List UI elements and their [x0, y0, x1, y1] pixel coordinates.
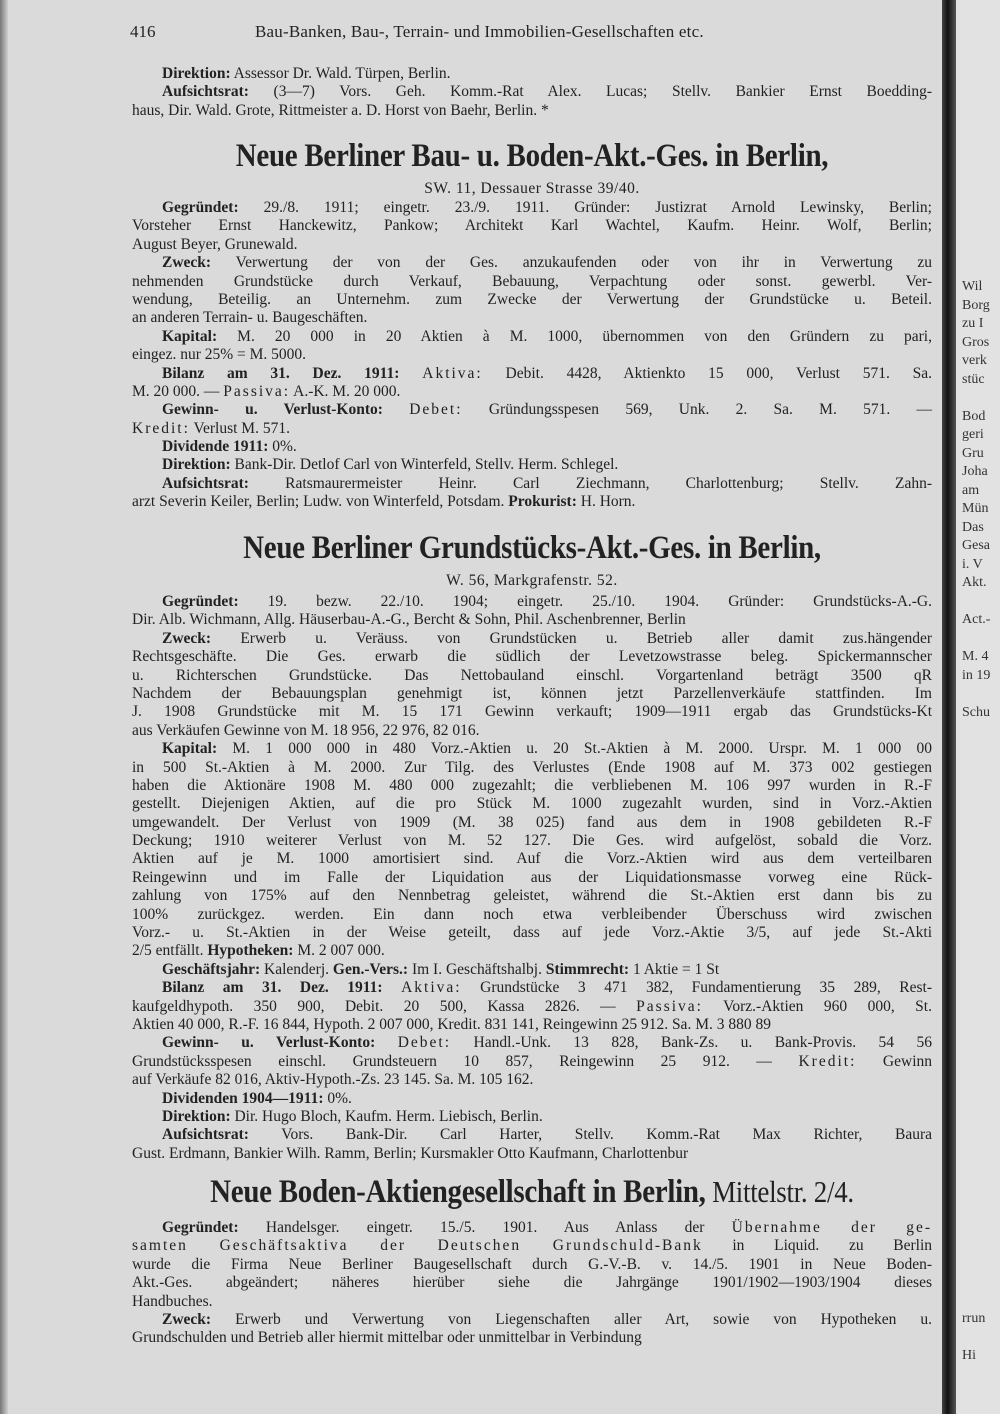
company-name: Neue Berliner Bau- u. Boden-Akt.-Ges. in Berlin,: [235, 138, 829, 174]
text-line: [132, 1311, 932, 1329]
text-line: [132, 1219, 932, 1237]
text-run: Akt.-Ges. abgeändert; näheres hierüber siehe die Jahrgänge 1901/1902—1903/1904 dieses: [132, 1274, 932, 1292]
text-line: [132, 475, 932, 493]
field-label: Dividenden 1904—1911:: [162, 1089, 324, 1107]
field-label: Gegründet:: [162, 199, 239, 216]
text-run: Vorz.- u. St.-Aktien in der Weise geteilt, dass auf jede Vorz.-Aktie 3/5, auf jede St.-Akti: [132, 924, 932, 942]
spaced-label: Passiva:: [223, 382, 291, 400]
text-run: Vorsteher Ernst Hanckewitz, Pankow; Architekt Karl Wachtel, Kaufm. Heinr. Wolf, Berlin;: [132, 217, 932, 235]
facing-page-line: in 19: [962, 667, 991, 683]
facing-page-line: verk: [962, 353, 987, 368]
text-line: [132, 1256, 932, 1274]
text-run: umgewandelt. Der Verlust von 1909 (M. 38 025) fand aus dem in 1908 gebildeten R.-F: [132, 813, 932, 831]
text-run: Vorz.-Aktien 960 000, St.: [702, 997, 932, 1015]
field-label: Gen.-Vers.:: [332, 960, 409, 978]
text-line: [132, 850, 932, 868]
facing-page-line: rrun: [962, 1311, 986, 1326]
company-name: Neue Berliner Grundstücks-Akt.-Ges. in Berlin,: [243, 530, 821, 566]
text-run: A.-K. M. 20 000.: [290, 382, 401, 400]
spaced-label: Übernahme der ge-: [731, 1219, 932, 1236]
facing-page-line: zu I: [962, 316, 984, 331]
text-line: [132, 438, 932, 456]
field-label: Kapital:: [162, 740, 218, 758]
text-line: [132, 102, 932, 120]
field-label: Zweck:: [162, 1310, 212, 1328]
facing-page-line: Joha: [962, 464, 988, 479]
spaced-label: Kredit:: [798, 1052, 857, 1070]
text-line: [132, 887, 932, 905]
text-line: [132, 593, 932, 611]
spaced-label: Kredit:: [132, 419, 190, 437]
text-line: [132, 1016, 932, 1034]
text-run: auf Verkäufe 82 016, Aktiv-Hypoth.-Zs. 23 145. Sa. M. 105 162.: [132, 1071, 534, 1089]
text-run: haus, Dir. Wald. Grote, Rittmeister a. D. Horst von Baehr, Berlin. *: [132, 101, 549, 119]
company-title: [132, 530, 932, 567]
company-title: [132, 138, 932, 175]
facing-page-line: Wil: [962, 279, 983, 294]
facing-page-line: Act.-: [962, 612, 991, 627]
text-run: Handl.-Unk. 13 828, Bank-Zs. u. Bank-Provis. 54 56: [451, 1034, 932, 1052]
field-label: Dividende 1911:: [162, 438, 269, 456]
text-line: [132, 924, 932, 942]
text-line: [132, 1090, 932, 1108]
spaced-label: Debet:: [397, 1034, 452, 1052]
spaced-label: Passiva:: [636, 997, 703, 1015]
text-run: M. 20 000. —: [132, 382, 224, 400]
text-run: Assessor Dr. Wald. Türpen, Berlin.: [230, 65, 451, 82]
text-run: [399, 365, 422, 382]
spaced-label: Debet:: [409, 401, 463, 419]
text-run: in Liquid. zu Berlin: [702, 1237, 933, 1255]
field-label: Direktion:: [162, 456, 231, 474]
company-address: W. 56, Markgrafenstr. 52.: [446, 572, 618, 589]
field-label: Gegründet:: [162, 593, 239, 610]
text-run: Kalenderj.: [260, 960, 333, 978]
text-line: [132, 961, 932, 979]
running-head: Bau-Banken, Bau-, Terrain- und Immobilien-Gesellschaften etc.: [255, 22, 704, 41]
text-line: [132, 1293, 932, 1311]
text-line: [132, 979, 932, 997]
text-line: [132, 365, 932, 383]
text-line: [132, 795, 932, 813]
text-run: Verwertung der von der Ges. anzukaufenden oder von ihr in Verwertung zu: [211, 254, 932, 272]
text-line: [132, 328, 932, 346]
facing-page-line: [962, 630, 990, 649]
text-line: [132, 217, 932, 235]
company-entry-bau-boden: [132, 199, 932, 512]
spaced-label: samten Geschäftsaktiva der Deutschen Grundschuld-Bank: [132, 1237, 703, 1255]
text-run: [383, 401, 409, 418]
text-run: 100% zurückgez. werden. Ein dann noch etwa verbleibender Überschuss wird zwischen: [132, 905, 932, 923]
facing-page-line: [962, 1329, 985, 1348]
text-run: Deckung; 1910 weiterer Verlust von M. 52 127. Die Ges. wird aufgelöst, sobald die Vorz.: [132, 832, 932, 850]
text-run: Debit. 4428, Aktienkto 15 000, Verlust 571. Sa.: [482, 364, 933, 382]
company-address: SW. 11, Dessauer Strasse 39/40.: [424, 180, 640, 197]
text-run: kaufgeldhypoth. 350 900, Debit. 20 500, Kassa 2826. —: [132, 997, 637, 1015]
text-line: [132, 1237, 932, 1255]
text-run: H. Horn.: [576, 493, 636, 511]
text-run: Grundschulden und Betrieb aller hiermit mittelbar oder unmittelbar in Verbindung: [132, 1329, 642, 1347]
facing-page-line: i. V: [962, 556, 983, 572]
field-label: Gewinn- u. Verlust-Konto:: [162, 401, 383, 419]
text-run: zahlung von 175% auf den Nennbetrag geleistet, während die St.-Aktien erst dann bis zu: [132, 887, 932, 905]
text-run: 0%.: [268, 438, 297, 456]
text-run: 1 Aktie = 1 St: [629, 960, 720, 978]
field-label: Bilanz am 31. Dez. 1911:: [162, 364, 400, 382]
text-run: M. 20 000 in 20 Aktien à M. 1000, übernommen von den Gründern zu pari,: [217, 327, 932, 345]
text-line: [132, 667, 932, 685]
field-label: Stimmrecht:: [545, 960, 630, 978]
field-label: Aufsichtsrat:: [162, 83, 249, 101]
text-run: Vors. Bank-Dir. Carl Harter, Stellv. Komm.-Rat Max Richter, Baura: [248, 1126, 932, 1144]
text-run: Gewinn: [856, 1052, 933, 1070]
text-line: [132, 1053, 932, 1071]
text-run: Aktien auf je M. 1000 amortisiert sind. Auf die Vorz.-Aktien wird aus dem verteilbaren: [132, 850, 932, 868]
field-label: Aufsichtsrat:: [162, 1126, 249, 1144]
facing-page-line: Akt.: [962, 575, 987, 590]
text-run: u. Richterschen Grundstücke. Das Nettobauland einschl. Vorgartenland beträgt 3500 qR: [132, 666, 932, 684]
text-run: Dir. Hugo Bloch, Kaufm. Herm. Liebisch, Berlin.: [230, 1107, 543, 1125]
text-run: wurde die Firma Neue Berliner Baugesellschaft durch G.-V.-B. v. 14./5. 1901 in Neue Boden-: [132, 1255, 932, 1273]
text-run: gestellt. Diejenigen Aktien, auf die pro Stück M. 1000 zugezahlt wurden, sind in Vorz.-Aktien: [132, 795, 932, 813]
field-label: Gewinn- u. Verlust-Konto:: [162, 1034, 376, 1052]
text-run: Nachdem der Bebauungsplan genehmigt ist, können jetzt Parzellenverkäufe stattfinden. Im: [132, 684, 932, 702]
text-line: [132, 401, 932, 419]
text-run: 2/5 entfällt.: [132, 942, 208, 960]
text-line: [132, 1329, 932, 1347]
text-run: haben die Aktionäre 1908 M. 480 000 zugezahlt; die verbliebenen M. 106 997 wurden in R.-F: [132, 776, 932, 794]
facing-page-line: Gesa: [962, 538, 990, 553]
field-label: Direktion:: [162, 65, 231, 82]
field-label: Geschäftsjahr:: [162, 960, 261, 978]
field-label: Aufsichtsrat:: [162, 474, 249, 492]
text-run: Im I. Geschäftshalbj.: [408, 960, 546, 978]
text-line: [132, 685, 932, 703]
text-line: [132, 1145, 932, 1163]
facing-page-line: Borg: [962, 297, 990, 313]
facing-page-line: Mün: [962, 501, 989, 516]
text-run: in 500 St.-Aktien à M. 2000. Zur Tilg. des Verlustes (Ende 1908 auf M. 373 002 gestiegen: [132, 758, 932, 776]
facing-page-line: stüc: [962, 371, 985, 387]
text-run: 19. bezw. 22./10. 1904; eingetr. 25./10. 1904. Gründer: Grundstücks-A.-G.: [238, 593, 932, 610]
text-run: [375, 1034, 397, 1051]
facing-page-text-bottom: [962, 1310, 985, 1366]
text-run: arzt Severin Keiler, Berlin; Ludw. von Winterfeld, Potsdam.: [132, 493, 509, 511]
text-line: [132, 703, 932, 721]
text-run: Verlust M. 571.: [189, 419, 290, 437]
text-line: [132, 346, 932, 364]
text-run: Grundstücksspesen einschl. Grundsteuern 10 857, Reingewinn 25 912. —: [132, 1052, 799, 1070]
text-line: [132, 309, 932, 327]
field-label: Gegründet:: [162, 1219, 239, 1236]
text-line: [132, 199, 932, 217]
text-run: eingez. nur 25% = M. 5000.: [132, 346, 307, 364]
text-run: Reingewinn und im Falle der Liquidation aus der Liquidationsmasse vorweg eine Rück-: [132, 868, 932, 886]
text-run: August Beyer, Grunewald.: [132, 235, 298, 253]
text-line: [132, 291, 932, 309]
text-run: Gust. Erdmann, Bankier Wilh. Ramm, Berlin; Kursmakler Otto Kaufmann, Charlottenbur: [132, 1144, 689, 1162]
text-run: nehmenden Grundstücke durch Verkauf, Bebauung, Verpachtung oder sonst. gewerbl. Ver-: [132, 272, 932, 290]
facing-page-line: [962, 593, 990, 612]
text-line: [132, 83, 932, 101]
text-line: [132, 611, 932, 629]
field-label: Direktion:: [162, 1107, 231, 1125]
facing-page-text: [962, 278, 990, 722]
facing-page-line: Hi: [962, 1348, 976, 1363]
spaced-label: Aktiva:: [422, 364, 483, 382]
spaced-label: Aktiva:: [401, 979, 462, 997]
facing-page-line: Bod: [962, 408, 986, 424]
text-line: [132, 254, 932, 272]
text-line: [132, 383, 932, 401]
facing-page-line: Das: [962, 519, 984, 535]
field-label: Zweck:: [162, 629, 212, 647]
text-line: [132, 420, 932, 438]
text-line: [132, 630, 932, 648]
text-run: Aktien 40 000, R.-F. 16 844, Hypoth. 2 007 000, Kredit. 831 141, Reingewinn 25 912. Sa. M. 3 880 89: [132, 1015, 771, 1033]
company-title: [132, 1174, 932, 1211]
text-run: Ratsmaurermeister Heinr. Carl Ziechmann, Charlottenburg; Stellv. Zahn-: [248, 474, 932, 492]
company-name: Neue Boden-Aktiengesellschaft in Berlin,: [210, 1174, 706, 1210]
company-entry-grundstuecks: [132, 593, 932, 1163]
facing-page-line: am: [962, 482, 980, 498]
facing-page-line: Gros: [962, 334, 990, 350]
text-run: Rechtsgeschäfte. Die Ges. erwarb die südlich der Levetzowstrasse beleg. Spickermannscher: [132, 648, 932, 666]
text-line: [132, 1274, 932, 1292]
text-line: [132, 722, 932, 740]
text-line: [132, 65, 932, 83]
text-run: Erwerb u. Veräuss. von Grundstücken u. Betrieb aller damit zus.hängender: [211, 629, 932, 647]
text-run: Handbuches.: [132, 1292, 213, 1310]
text-run: Bank-Dir. Detlof Carl von Winterfeld, Stellv. Herm. Schlegel.: [230, 456, 619, 474]
page-number: 416: [130, 22, 156, 41]
facing-page-line: M. 4: [962, 649, 989, 664]
field-label: Zweck:: [162, 254, 212, 272]
text-run: [383, 979, 402, 996]
continued-entry: [132, 65, 932, 120]
field-label: Bilanz am 31. Dez. 1911:: [162, 979, 383, 997]
text-run: Grundstücke 3 471 382, Fundamentierung 35 289, Rest-: [461, 979, 932, 997]
text-run: Gründungsspesen 569, Unk. 2. Sa. M. 571. —: [462, 401, 933, 419]
text-line: [132, 236, 932, 254]
text-line: [132, 648, 932, 666]
text-run: M. 2 007 000.: [293, 942, 385, 960]
text-line: [132, 869, 932, 887]
text-line: [132, 814, 932, 832]
scan-edge-left: [0, 0, 8, 1414]
text-run: Handelsger. eingetr. 15./5. 1901. Aus Anlass der: [238, 1219, 732, 1236]
company-address: Mittelstr. 2/4.: [705, 1175, 854, 1209]
text-line: [132, 942, 932, 960]
text-line: [132, 493, 932, 511]
text-line: [132, 456, 932, 474]
field-label: Hypotheken:: [207, 942, 294, 960]
text-line: [132, 998, 932, 1016]
text-run: Dir. Alb. Wichmann, Allg. Häuserbau-A.-G., Bercht & Sohn, Phil. Aschenbrenner, Berlin: [132, 611, 686, 629]
text-line: [132, 1108, 932, 1126]
text-run: aus Verkäufen Gewinne von M. 18 956, 22 976, 82 016.: [132, 721, 480, 739]
text-line: [132, 1126, 932, 1144]
text-run: 0%.: [323, 1089, 352, 1107]
company-entry-neue-boden: [132, 1219, 932, 1348]
text-run: (3—7) Vors. Geh. Komm.-Rat Alex. Lucas; Stellv. Bankier Ernst Boedding-: [248, 83, 932, 101]
text-line: [132, 740, 932, 758]
text-line: [132, 777, 932, 795]
text-run: wendung, Beteilig. an Unternehm. zum Zwecke der Verwertung der Grundstücke u. Beteil.: [132, 290, 932, 308]
facing-page-line: Gru: [962, 445, 984, 461]
text-run: 29./8. 1911; eingetr. 23./9. 1911. Gründer: Justizrat Arnold Lewinsky, Berlin;: [238, 199, 932, 216]
text-run: M. 1 000 000 in 480 Vorz.-Aktien u. 20 St.-Aktien à M. 2000. Urspr. M. 1 000 00: [217, 740, 932, 758]
facing-page-line: geri: [962, 427, 984, 442]
text-line: [132, 759, 932, 777]
text-run: Erwerb und Verwertung von Liegenschaften aller Art, sowie von Hypotheken u.: [211, 1310, 932, 1328]
book-gutter: [942, 0, 956, 1414]
text-run: an anderen Terrain- u. Baugeschäften.: [132, 309, 368, 327]
facing-page-line: Schu: [962, 704, 990, 720]
text-line: [132, 832, 932, 850]
text-line: [132, 273, 932, 291]
field-label: Kapital:: [162, 327, 218, 345]
field-label: Prokurist:: [508, 493, 577, 511]
facing-page-line: [962, 685, 990, 704]
text-line: [132, 906, 932, 924]
text-run: J. 1908 Grundstücke mit M. 15 171 Gewinn verkauft; 1909—1911 ergab das Grundstücks-Kt: [132, 703, 932, 721]
text-line: [132, 1071, 932, 1089]
text-line: [132, 1034, 932, 1052]
facing-page-line: [962, 389, 990, 408]
